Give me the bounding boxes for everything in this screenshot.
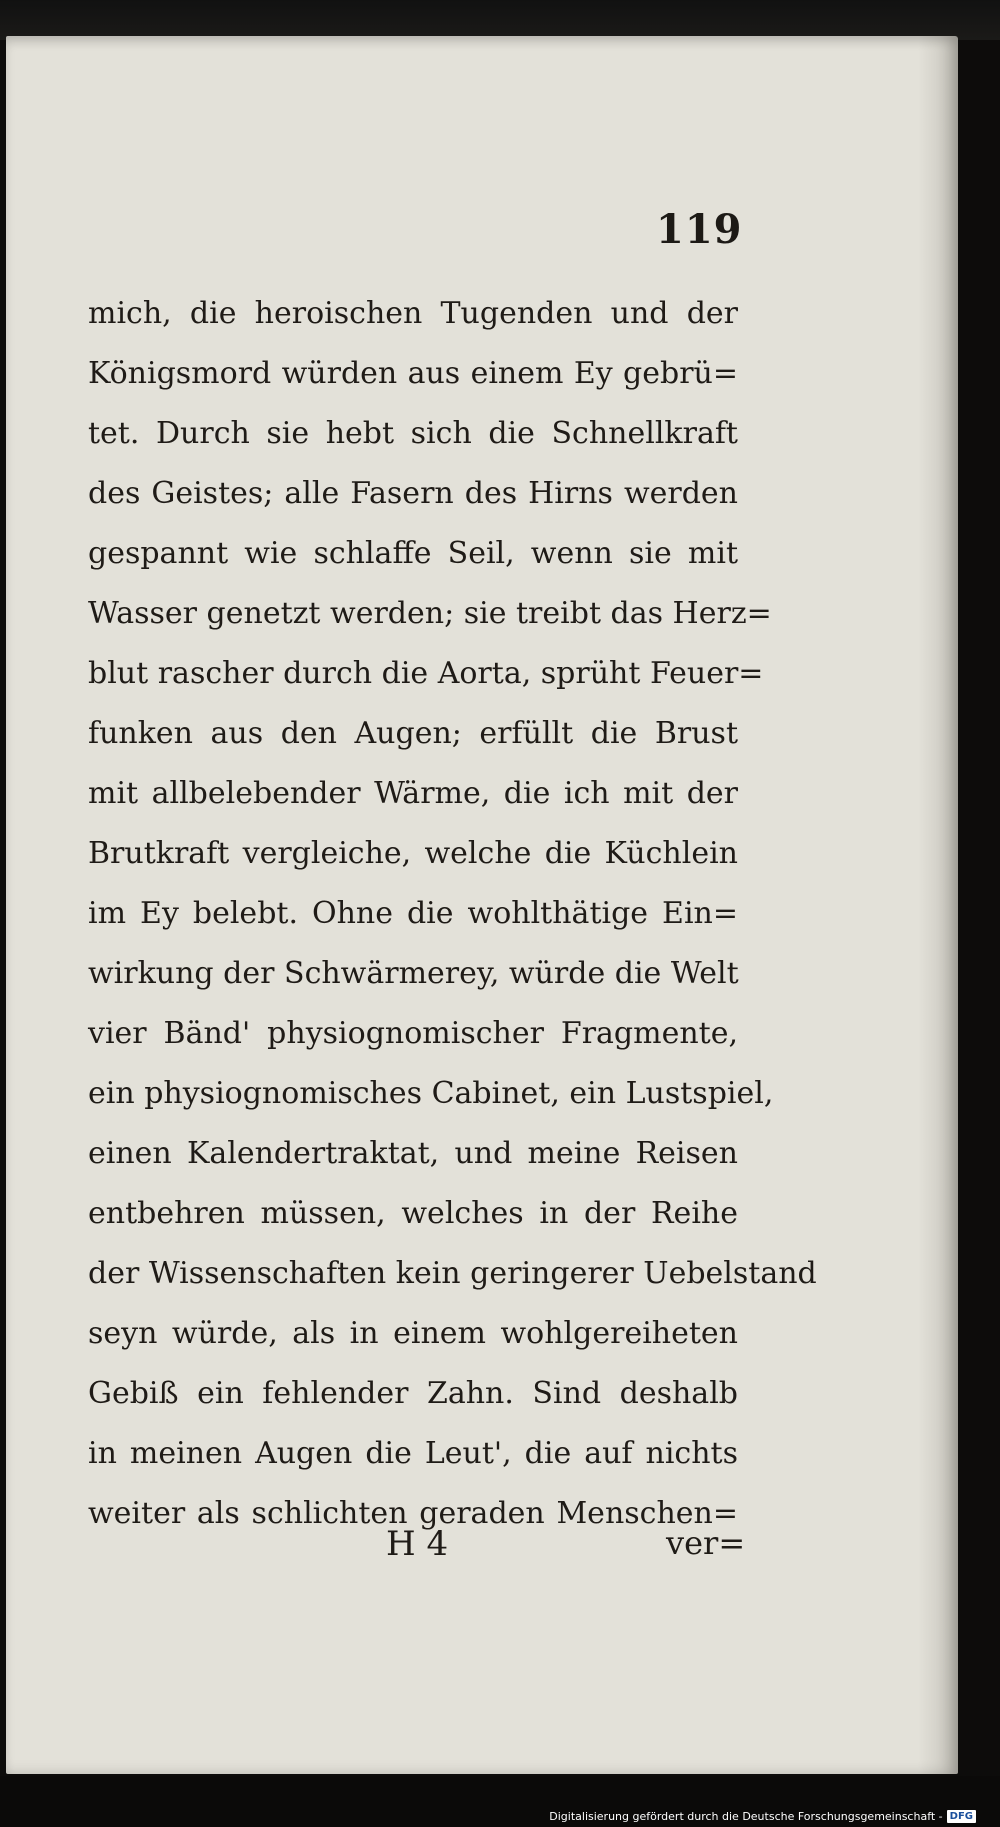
text-line: einen Kalendertraktat, und meine Reisen xyxy=(88,1136,738,1171)
book-page xyxy=(6,36,958,1774)
text-line: blut rascher durch die Aorta, sprüht Feuer= xyxy=(88,656,764,691)
text-line: mich, die heroischen Tugenden und der xyxy=(88,296,738,331)
text-line: tet. Durch sie hebt sich die Schnellkraft xyxy=(88,416,738,451)
text-line: entbehren müssen, welches in der Reihe xyxy=(88,1196,738,1231)
text-line: des Geistes; alle Fasern des Hirns werden xyxy=(88,476,738,511)
text-line: in meinen Augen die Leut', die auf nichts xyxy=(88,1436,738,1471)
text-line: Königsmord würden aus einem Ey gebrü= xyxy=(88,356,738,391)
text-line: gespannt wie schlaffe Seil, wenn sie mit xyxy=(88,536,738,571)
text-line: Brutkraft vergleiche, welche die Küchlein xyxy=(88,836,738,871)
body-text xyxy=(88,284,817,1544)
text-line: weiter als schlichten geraden Menschen= xyxy=(88,1496,738,1531)
text-line: vier Bänd' physiognomischer Fragmente, xyxy=(88,1016,738,1051)
page-number: 119 xyxy=(656,206,743,253)
text-line: wirkung der Schwärmerey, würde die Welt xyxy=(88,956,739,991)
footer-bar xyxy=(0,1776,1000,1827)
text-line: im Ey belebt. Ohne die wohlthätige Ein= xyxy=(88,896,738,931)
text-line: funken aus den Augen; erfüllt die Brust xyxy=(88,716,738,751)
catchword: ver= xyxy=(666,1524,746,1562)
text-line: Wasser genetzt werden; sie treibt das Herz= xyxy=(88,596,772,631)
text-line: ein physiognomisches Cabinet, ein Lustspiel, xyxy=(88,1076,774,1111)
funding-credit xyxy=(549,1810,976,1823)
top-shadow xyxy=(0,0,1000,40)
text-line: Gebiß ein fehlender Zahn. Sind deshalb xyxy=(88,1376,738,1411)
text-line: mit allbelebender Wärme, die ich mit der xyxy=(88,776,738,811)
text-line: der Wissenschaften kein geringerer Uebelstand xyxy=(88,1256,817,1291)
text-line: seyn würde, als in einem wohlgereiheten xyxy=(88,1316,738,1351)
signature-mark: H 4 xyxy=(386,1524,449,1564)
dfg-logo: DFG xyxy=(947,1810,976,1823)
funding-credit-text: Digitalisierung gefördert durch die Deutsche Forschungsgemeinschaft - xyxy=(549,1810,943,1823)
